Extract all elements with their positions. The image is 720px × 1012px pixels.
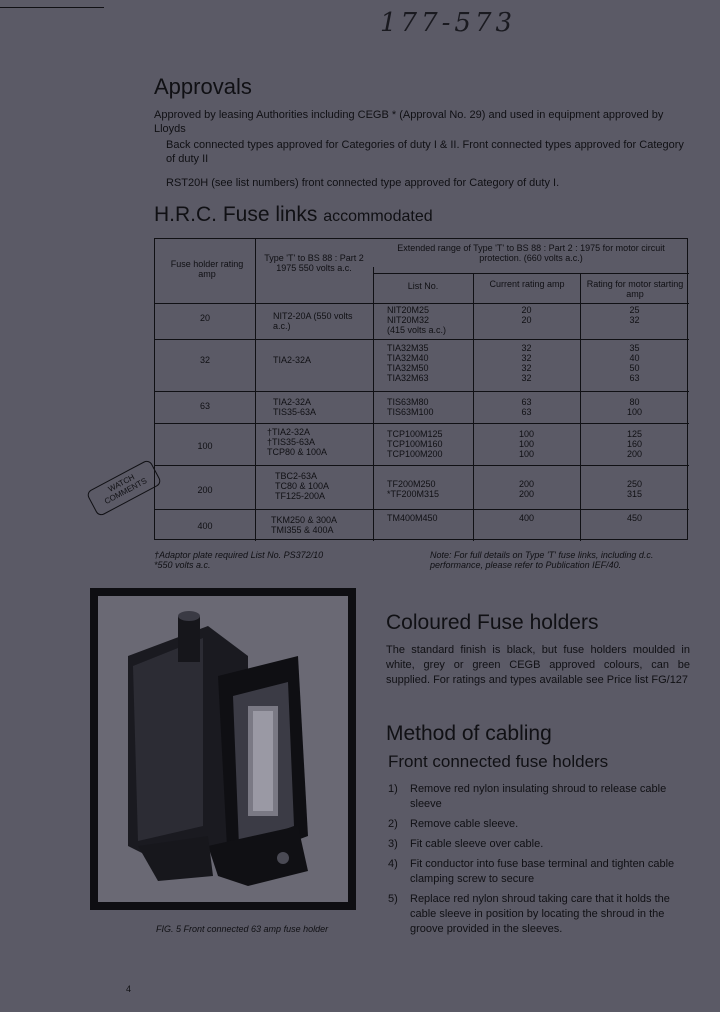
list-item <box>388 857 690 887</box>
step-number: 1) <box>388 783 398 795</box>
step-text: Remove cable sleeve. <box>410 818 519 830</box>
table-cell-motor: 250 315 <box>626 479 643 499</box>
table-cell-type: TIA2-32A TIS35-63A <box>273 397 317 417</box>
step-number: 2) <box>388 818 398 830</box>
table-hline <box>155 339 689 340</box>
fuse-holder-photo <box>90 588 356 910</box>
cabling-heading: Method of cabling <box>386 722 552 745</box>
table-cell-motor: 80 100 <box>626 397 643 417</box>
coloured-body: The standard finish is black, but fuse holders moulded in white, grey or green CEGB approved colours, can be supplied. For ratings and types available see Price list FG/127 <box>386 644 690 686</box>
table-cell-motor: 35 40 50 63 <box>629 343 640 383</box>
hrc-heading <box>154 203 433 227</box>
table-cell-rating: 63 <box>199 401 210 411</box>
table-cell-rating: 20 <box>199 313 210 323</box>
table-vline <box>373 267 374 541</box>
step-text: Fit cable sleeve over cable. <box>410 838 544 850</box>
table-hline <box>155 303 689 304</box>
table-cell-type: NIT2-20A (550 volts a.c.) <box>273 311 353 331</box>
step-number: 4) <box>388 858 398 870</box>
list-item <box>388 837 690 852</box>
handwritten-number: 177-573 <box>380 8 517 38</box>
table-cell-list-no: NIT20M25 NIT20M32 (415 volts a.c.) <box>387 305 447 335</box>
table-cell-type: †TIA2-32A †TIS35-63A TCP80 & 100A <box>267 427 328 457</box>
table-cell-list-no: TIA32M35 TIA32M40 TIA32M50 TIA32M63 <box>387 343 429 383</box>
table-cell-rating: 100 <box>197 441 213 451</box>
table-hline <box>155 509 689 510</box>
step-text: Remove red nylon insulating shroud to release cable sleeve <box>410 783 667 810</box>
table-cell-rating: 32 <box>199 355 210 365</box>
fuse-holder-illustration <box>98 596 348 902</box>
table-footnote-right: Note: For full details on Type 'T' fuse links, including d.c. performance, please refer to Publication IEF/40. <box>430 550 654 570</box>
cabling-steps <box>388 782 690 942</box>
approvals-heading: Approvals <box>154 74 252 99</box>
table-footnote-left: †Adaptor plate required List No. PS372/10 *550 volts a.c. <box>154 550 324 570</box>
header-current-rating: Current rating amp <box>489 279 565 289</box>
table-cell-list-no: TCP100M125 TCP100M160 TCP100M200 <box>387 429 443 459</box>
table-cell-rating: 400 <box>197 521 213 531</box>
table-cell-type: TBC2-63A TC80 & 100A TF125-200A <box>275 471 330 501</box>
list-item <box>388 782 690 812</box>
table-cell-current: 100 100 100 <box>518 429 535 459</box>
coloured-heading: Coloured Fuse holders <box>386 611 599 634</box>
step-text: Replace red nylon shroud taking care that it holds the cable sleeve in position by locating the shroud in the groove provided in the sleeves. <box>410 893 670 935</box>
table-cell-type: TIA2-32A <box>273 355 312 365</box>
table-cell-rating: 200 <box>197 485 213 495</box>
table-cell-motor: 25 32 <box>629 305 640 325</box>
approvals-para-3: RST20H (see list numbers) front connected type approved for Category of duty I. <box>166 177 560 189</box>
table-cell-current: 200 200 <box>518 479 535 499</box>
header-type-t: Type 'T' to BS 88 : Part 2 1975 550 volts a.c. <box>264 253 364 273</box>
hrc-heading-sub: accommodated <box>323 208 433 225</box>
table-cell-list-no: TM400M450 <box>387 513 438 523</box>
hrc-heading-main: H.R.C. Fuse links <box>154 203 318 226</box>
list-item <box>388 892 690 937</box>
table-cell-type: TKM250 & 300A TMI355 & 400A <box>271 515 338 535</box>
table-cell-motor: 450 <box>626 513 643 523</box>
approvals-para-2: Back connected types approved for Categories of duty I & II. Front connected types approved for Category of duty II <box>166 139 684 165</box>
table-cell-current: 32 32 32 32 <box>521 343 532 383</box>
table-hline <box>373 273 689 274</box>
approvals-para-1: Approved by leasing Authorities including CEGB * (Approval No. 29) and used in equipment approved by Lloyds <box>154 109 664 135</box>
page-number: 4 <box>126 984 132 994</box>
table-cell-list-no: TIS63M80 TIS63M100 <box>387 397 434 417</box>
table-hline <box>155 423 689 424</box>
list-item <box>388 817 690 832</box>
table-cell-current: 20 20 <box>521 305 532 325</box>
table-vline <box>255 239 256 541</box>
header-extended-range: Extended range of Type 'T' to BS 88 : Part 2 : 1975 for motor circuit protection. (660 volts a.c.) <box>397 243 665 263</box>
step-text: Fit conductor into fuse base terminal and tighten cable clamping screw to secure <box>410 858 675 885</box>
table-cell-current: 63 63 <box>521 397 532 417</box>
header-motor-rating: Rating for motor starting amp <box>586 279 684 299</box>
table-hline <box>155 391 689 392</box>
table-cell-list-no: TF200M250 *TF200M315 <box>387 479 440 499</box>
cabling-subheading: Front connected fuse holders <box>388 752 609 771</box>
top-rule <box>0 7 104 8</box>
figure-caption: FIG. 5 Front connected 63 amp fuse holder <box>156 924 329 934</box>
fuse-links-table <box>154 238 688 540</box>
table-cell-current: 400 <box>518 513 535 523</box>
table-hline <box>155 465 689 466</box>
watch-comments-stamp: WATCH COMMENTS <box>86 459 163 518</box>
step-number: 5) <box>388 893 398 905</box>
header-list-no: List No. <box>407 281 439 291</box>
header-fuse-holder-rating: Fuse holder rating amp <box>170 259 246 279</box>
table-cell-motor: 125 160 200 <box>626 429 643 459</box>
step-number: 3) <box>388 838 398 850</box>
